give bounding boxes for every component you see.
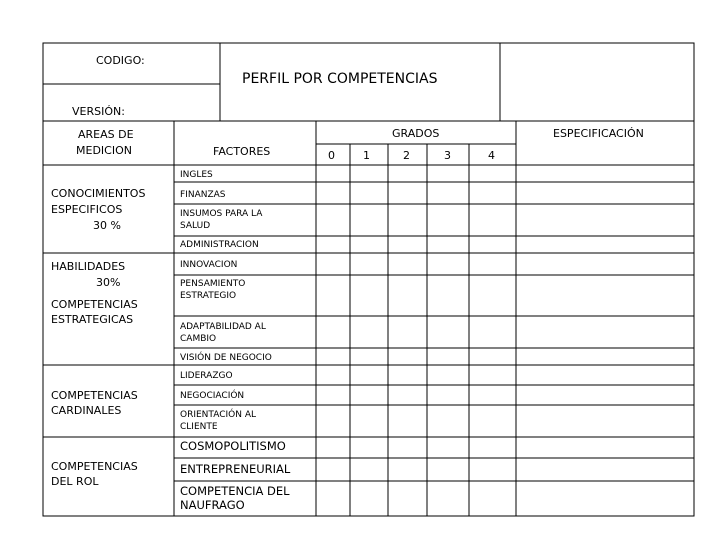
factor-finanzas: FINANZAS bbox=[180, 190, 226, 200]
factor-adaptabilidad-line-2: CAMBIO bbox=[180, 334, 217, 344]
grade-2: 2 bbox=[403, 149, 410, 162]
outer-border bbox=[43, 43, 694, 516]
factor-pensamiento-line-1: PENSAMIENTO bbox=[180, 279, 246, 289]
area-cardinales-line-2: CARDINALES bbox=[51, 404, 122, 417]
codigo-label: CODIGO: bbox=[96, 54, 145, 67]
areas-header-line-1: AREAS DE bbox=[78, 128, 134, 141]
factor-pensamiento-line-2: ESTRATEGIO bbox=[180, 291, 237, 301]
area-estrategicas-line-2: ESTRATEGICAS bbox=[51, 313, 134, 326]
factor-vision-negocio: VISIÓN DE NEGOCIO bbox=[180, 353, 272, 363]
factor-cosmopolitismo: COSMOPOLITISMO bbox=[180, 439, 286, 453]
area-conocimientos-line-2: ESPECIFICOS bbox=[51, 203, 123, 216]
factor-orientacion-line-2: CLIENTE bbox=[180, 422, 218, 432]
factor-administracion: ADMINISTRACION bbox=[180, 240, 259, 250]
factor-orientacion-line-1: ORIENTACIÓN AL bbox=[180, 410, 256, 420]
area-habilidades-line-1: HABILIDADES bbox=[51, 260, 126, 273]
grade-0: 0 bbox=[328, 149, 335, 162]
factor-innovacion: INNOVACION bbox=[180, 260, 238, 270]
version-label: VERSIÓN: bbox=[72, 105, 125, 118]
factores-header: FACTORES bbox=[213, 145, 271, 158]
factor-ingles: INGLES bbox=[180, 170, 213, 180]
area-conocimientos-weight: 30 % bbox=[93, 219, 121, 232]
area-rol-line-2: DEL ROL bbox=[51, 475, 99, 488]
areas-header-line-2: MEDICION bbox=[76, 144, 132, 157]
factor-entrepreneurial: ENTREPRENEURIAL bbox=[180, 462, 291, 476]
factor-naufrago-line-2: NAUFRAGO bbox=[180, 498, 245, 512]
area-conocimientos-line-1: CONOCIMIENTOS bbox=[51, 187, 146, 200]
grade-4: 4 bbox=[488, 149, 495, 162]
area-rol-line-1: COMPETENCIAS bbox=[51, 460, 138, 473]
factor-naufrago-line-1: COMPETENCIA DEL bbox=[180, 484, 290, 498]
grados-header: GRADOS bbox=[392, 127, 440, 140]
area-habilidades-weight: 30% bbox=[96, 276, 121, 289]
factor-adaptabilidad-line-1: ADAPTABILIDAD AL bbox=[180, 322, 266, 332]
factor-insumos-line-2: SALUD bbox=[180, 221, 211, 231]
factor-insumos-line-1: INSUMOS PARA LA bbox=[180, 209, 263, 219]
area-cardinales-line-1: COMPETENCIAS bbox=[51, 389, 138, 402]
grade-3: 3 bbox=[444, 149, 451, 162]
grade-1: 1 bbox=[363, 149, 370, 162]
area-estrategicas-line-1: COMPETENCIAS bbox=[51, 298, 138, 311]
especificacion-header: ESPECIFICACIÓN bbox=[553, 127, 644, 140]
factor-negociacion: NEGOCIACIÓN bbox=[180, 391, 245, 401]
factor-liderazgo: LIDERAZGO bbox=[180, 371, 233, 381]
page-title: PERFIL POR COMPETENCIAS bbox=[242, 71, 438, 87]
